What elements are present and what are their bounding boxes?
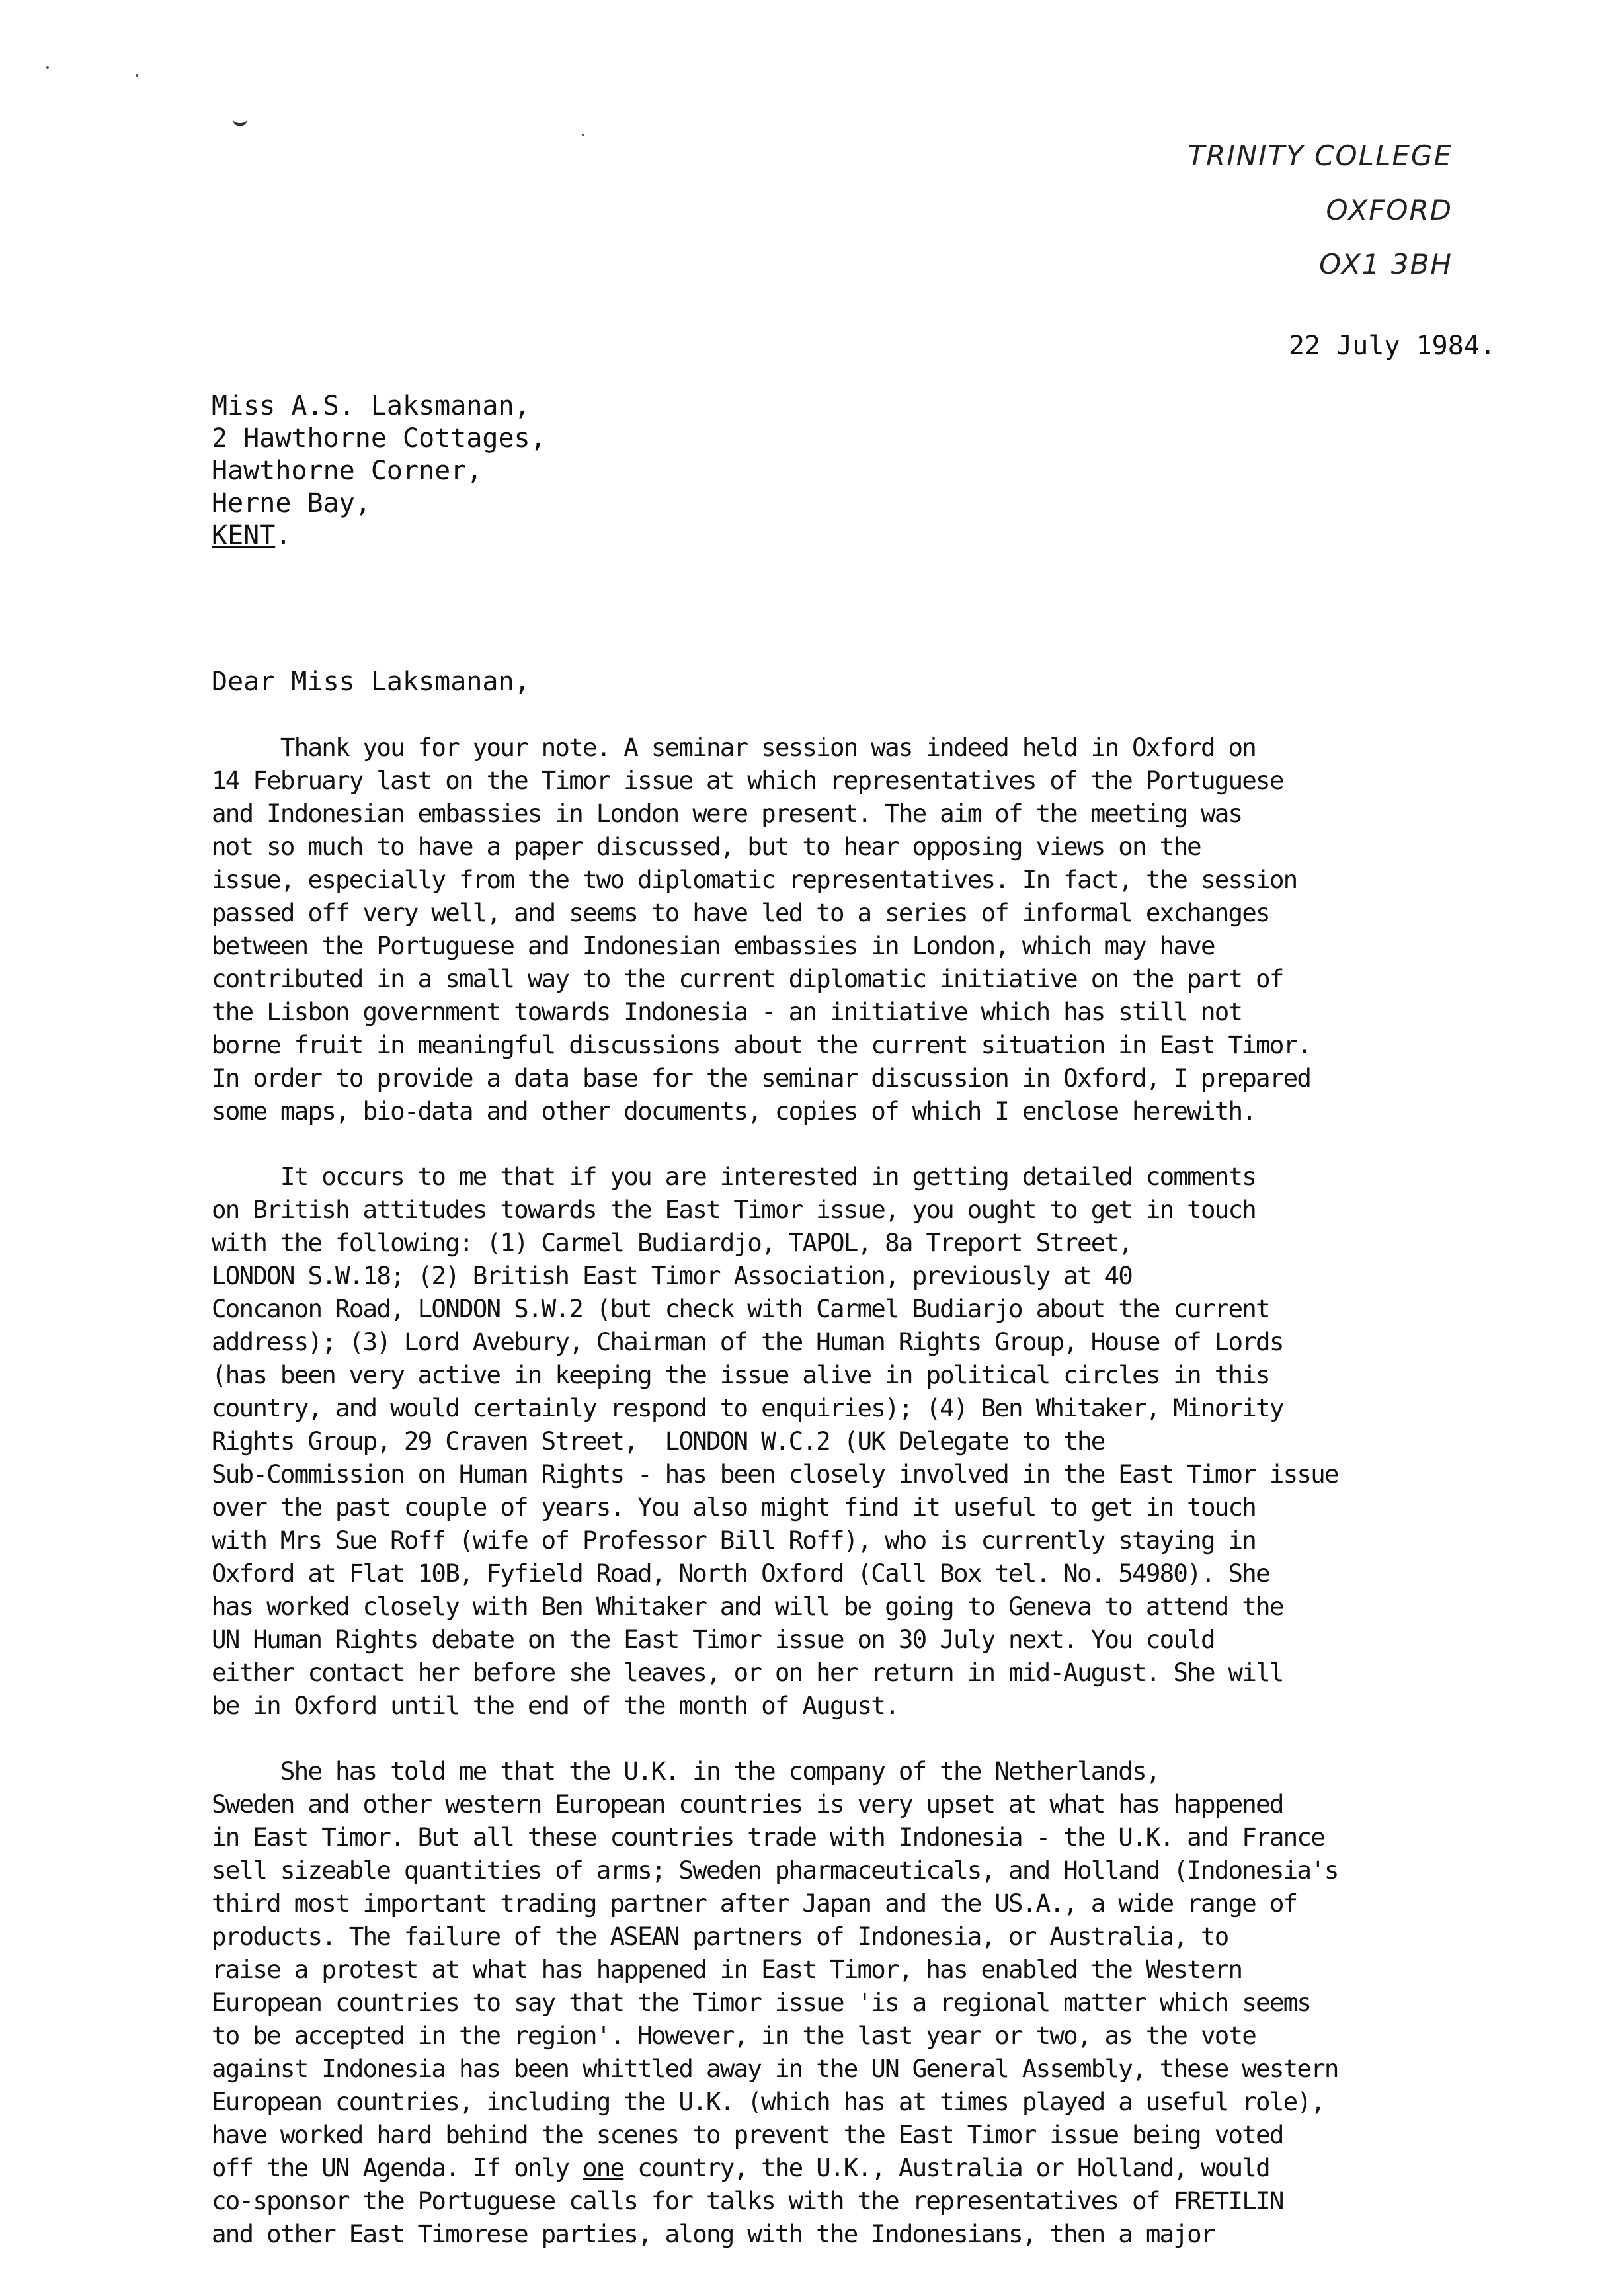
text-line: passed off very well, and seems to have led to a series of informal exchanges [212, 898, 1269, 927]
text-line: country, and would certainly respond to enquiries); (4) Ben Whitaker, Minority [212, 1393, 1283, 1422]
letter-body [212, 731, 1574, 2283]
address-line: Miss A.S. Laksmanan, [212, 391, 530, 421]
text-line: borne fruit in meaningful discussions about the current situation in East Timor. [212, 1030, 1311, 1059]
text-line: Concanon Road, LONDON S.W.2 (but check with Carmel Budiarjo about the current [212, 1294, 1269, 1323]
letter-date: 22 July 1984. [1288, 331, 1496, 361]
text-line: She has told me that the U.K. in the company of the Netherlands, [212, 1756, 1160, 1785]
text-line: It occurs to me that if you are interested in getting detailed comments [212, 1162, 1256, 1191]
text-line: issue, especially from the two diplomatic representatives. In fact, the session [212, 865, 1297, 894]
address-line: 2 Hawthorne Cottages, [212, 423, 546, 454]
text-line: address); (3) Lord Avebury, Chairman of the Human Rights Group, House of Lords [212, 1327, 1283, 1356]
text-line: has worked closely with Ben Whitaker and will be going to Geneva to attend the [212, 1592, 1283, 1621]
paragraph [212, 731, 1574, 1128]
text-line: (has been very active in keeping the issue alive in political circles in this [212, 1360, 1269, 1389]
text-line: some maps, bio-data and other documents, copies of which I enclose herewith. [212, 1096, 1256, 1126]
text-line: between the Portuguese and Indonesian embassies in London, which may have [212, 931, 1215, 960]
text-line: raise a protest at what has happened in East Timor, has enabled the Western [212, 1955, 1242, 1984]
text-line: In order to provide a data base for the seminar discussion in Oxford, I prepared [212, 1063, 1311, 1092]
text-line: Sweden and other western European countries is very upset at what has happened [212, 1789, 1283, 1819]
text-line: sell sizeable quantities of arms; Sweden pharmaceuticals, and Holland (Indonesia's [212, 1856, 1338, 1885]
letterhead-college: TRINITY COLLEGE [1187, 140, 1453, 172]
pen-mark [233, 116, 247, 126]
text-line: off the UN Agenda. If only one country, the U.K., Australia or Holland, would [212, 2153, 1269, 2182]
text-line: against Indonesia has been whittled away in the UN General Assembly, these western [212, 2054, 1338, 2083]
text-line: Sub-Commission on Human Rights - has been closely involved in the East Timor issue [212, 1459, 1338, 1489]
text-line: Oxford at Flat 10B, Fyfield Road, North Oxford (Call Box tel. No. 54980). She [212, 1559, 1269, 1588]
text-line: be in Oxford until the end of the month of August. [212, 1691, 899, 1720]
text-line: co-sponsor the Portuguese calls for talks with the representatives of FRETILIN [212, 2186, 1283, 2215]
text-line: over the past couple of years. You also might find it useful to get in touch [212, 1493, 1256, 1522]
text-line: products. The failure of the ASEAN partners of Indonesia, or Australia, to [212, 1922, 1228, 1951]
stray-dot [582, 134, 584, 136]
letterhead-postcode: OX1 3BH [1319, 248, 1453, 280]
address-county-line: KENT. [212, 520, 292, 551]
text-line: in East Timor. But all these countries trade with Indonesia - the U.K. and France [212, 1823, 1324, 1852]
text-line: to be accepted in the region'. However, in the last year or two, as the vote [212, 2021, 1256, 2050]
stray-dot [136, 74, 138, 77]
address-line: Herne Bay, [212, 488, 371, 518]
salutation: Dear Miss Laksmanan, [212, 667, 530, 697]
text-line: Rights Group, 29 Craven Street, LONDON W.C.2 (UK Delegate to the [212, 1426, 1105, 1456]
emphasis-one: one [582, 2153, 624, 2182]
text-line: and other East Timorese parties, along with the Indonesians, then a major [212, 2219, 1215, 2248]
text-line: the Lisbon government towards Indonesia - an initiative which has still not [212, 997, 1242, 1026]
text-line: European countries, including the U.K. (which has at times played a useful role), [212, 2087, 1324, 2116]
text-line: on British attitudes towards the East Timor issue, you ought to get in touch [212, 1195, 1256, 1224]
text-line: have worked hard behind the scenes to prevent the East Timor issue being voted [212, 2120, 1283, 2149]
text-line: UN Human Rights debate on the East Timor issue on 30 July next. You could [212, 1625, 1215, 1654]
text-line: and Indonesian embassies in London were present. The aim of the meeting was [212, 799, 1242, 828]
text-line: not so much to have a paper discussed, but to hear opposing views on the [212, 832, 1201, 861]
letterhead-city: OXFORD [1326, 194, 1453, 226]
text-line: with the following: (1) Carmel Budiardjo, TAPOL, 8a Treport Street, [212, 1228, 1133, 1257]
paragraph [212, 1754, 1574, 2250]
text-line: 14 February last on the Timor issue at which representatives of the Portuguese [212, 766, 1283, 795]
address-county: KENT [212, 520, 276, 551]
recipient-address [212, 390, 546, 552]
text-line: European countries to say that the Timor issue 'is a regional matter which seems [212, 1988, 1311, 2017]
text-line: with Mrs Sue Roff (wife of Professor Bill Roff), who is currently staying in [212, 1526, 1256, 1555]
text-line: either contact her before she leaves, or on her return in mid-August. She will [212, 1658, 1283, 1687]
text-line: third most important trading partner after Japan and the US.A., a wide range of [212, 1889, 1297, 1918]
paragraph [212, 1160, 1574, 1722]
address-line: Hawthorne Corner, [212, 456, 483, 486]
text-line: contributed in a small way to the current diplomatic initiative on the part of [212, 964, 1283, 993]
stray-dot [46, 66, 49, 69]
text-line: LONDON S.W.18; (2) British East Timor Association, previously at 40 [212, 1261, 1133, 1290]
text-line: Thank you for your note. A seminar session was indeed held in Oxford on [212, 733, 1256, 762]
letterhead [1188, 129, 1453, 292]
